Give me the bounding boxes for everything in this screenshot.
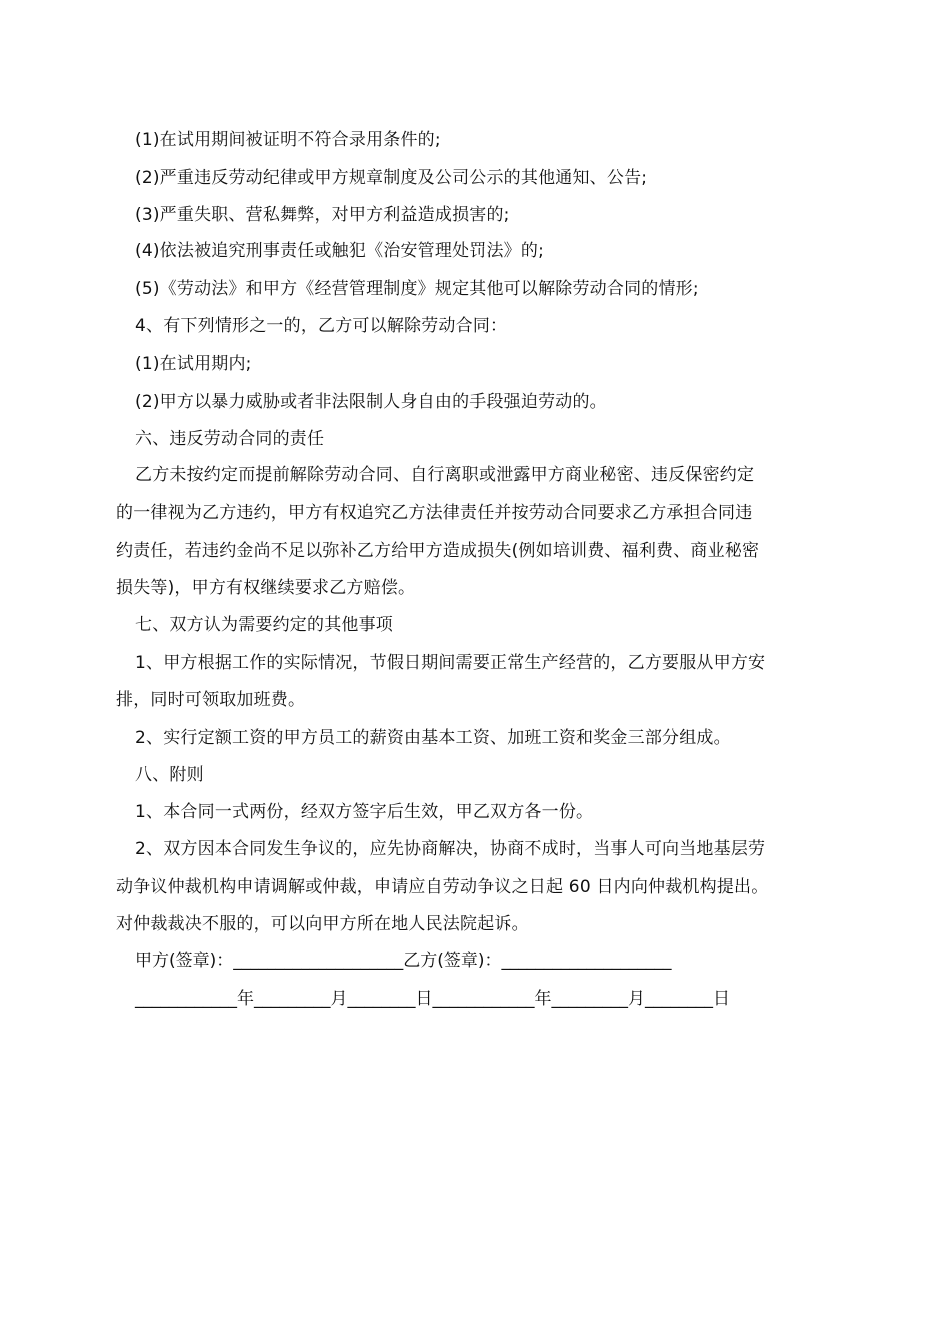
paragraph-line: 2、双方因本合同发生争议的，应先协商解决，协商不成时，当事人可向当地基层劳 xyxy=(135,839,766,859)
paragraph-line: 1、甲方根据工作的实际情况，节假日期间需要正常生产经营的，乙方要服从甲方安 xyxy=(135,653,766,673)
paragraph-line: 损失等)，甲方有权继续要求乙方赔偿。 xyxy=(116,578,416,598)
paragraph-line: 的一律视为乙方违约，甲方有权追究乙方法律责任并按劳动合同要求乙方承担合同违 xyxy=(116,503,753,523)
clause-line: (3)严重失职、营私舞弊，对甲方利益造成损害的; xyxy=(135,205,510,225)
section-heading: 七、双方认为需要约定的其他事项 xyxy=(135,615,393,635)
clause-line: (4)依法被追究刑事责任或触犯《治安管理处罚法》的; xyxy=(135,241,545,261)
clause-line: (1)在试用期间被证明不符合录用条件的; xyxy=(135,130,441,150)
section-heading: 六、违反劳动合同的责任 xyxy=(135,429,325,449)
date-line: ____________年_________月________日____________年_________月________日 xyxy=(135,989,730,1009)
clause-line: (5)《劳动法》和甲方《经营管理制度》规定其他可以解除劳动合同的情形; xyxy=(135,279,699,299)
paragraph-line: 对仲裁裁决不服的，可以向甲方所在地人民法院起诉。 xyxy=(116,914,529,934)
clause-line: (1)在试用期内; xyxy=(135,354,252,374)
paragraph-line: 1、本合同一式两份，经双方签字后生效，甲乙双方各一份。 xyxy=(135,802,594,822)
paragraph-line: 动争议仲裁机构申请调解或仲裁，申请应自劳动争议之日起 60 日内向仲裁机构提出。 xyxy=(116,877,769,897)
clause-heading: 4、有下列情形之一的，乙方可以解除劳动合同： xyxy=(135,316,508,336)
clause-line: (2)甲方以暴力威胁或者非法限制人身自由的手段强迫劳动的。 xyxy=(135,392,607,412)
paragraph-line: 2、实行定额工资的甲方员工的薪资由基本工资、加班工资和奖金三部分组成。 xyxy=(135,728,731,748)
paragraph-line: 排，同时可领取加班费。 xyxy=(116,690,306,710)
paragraph-line: 约责任，若违约金尚不足以弥补乙方给甲方造成损失(例如培训费、福利费、商业秘密 xyxy=(116,541,760,561)
section-heading: 八、附则 xyxy=(135,765,204,785)
clause-line: (2)严重违反劳动纪律或甲方规章制度及公司公示的其他通知、公告; xyxy=(135,168,648,188)
paragraph-line: 乙方未按约定而提前解除劳动合同、自行离职或泄露甲方商业秘密、违反保密约定 xyxy=(135,465,755,485)
signature-line: 甲方(签章)：____________________乙方(签章)：____________________ xyxy=(135,951,672,971)
